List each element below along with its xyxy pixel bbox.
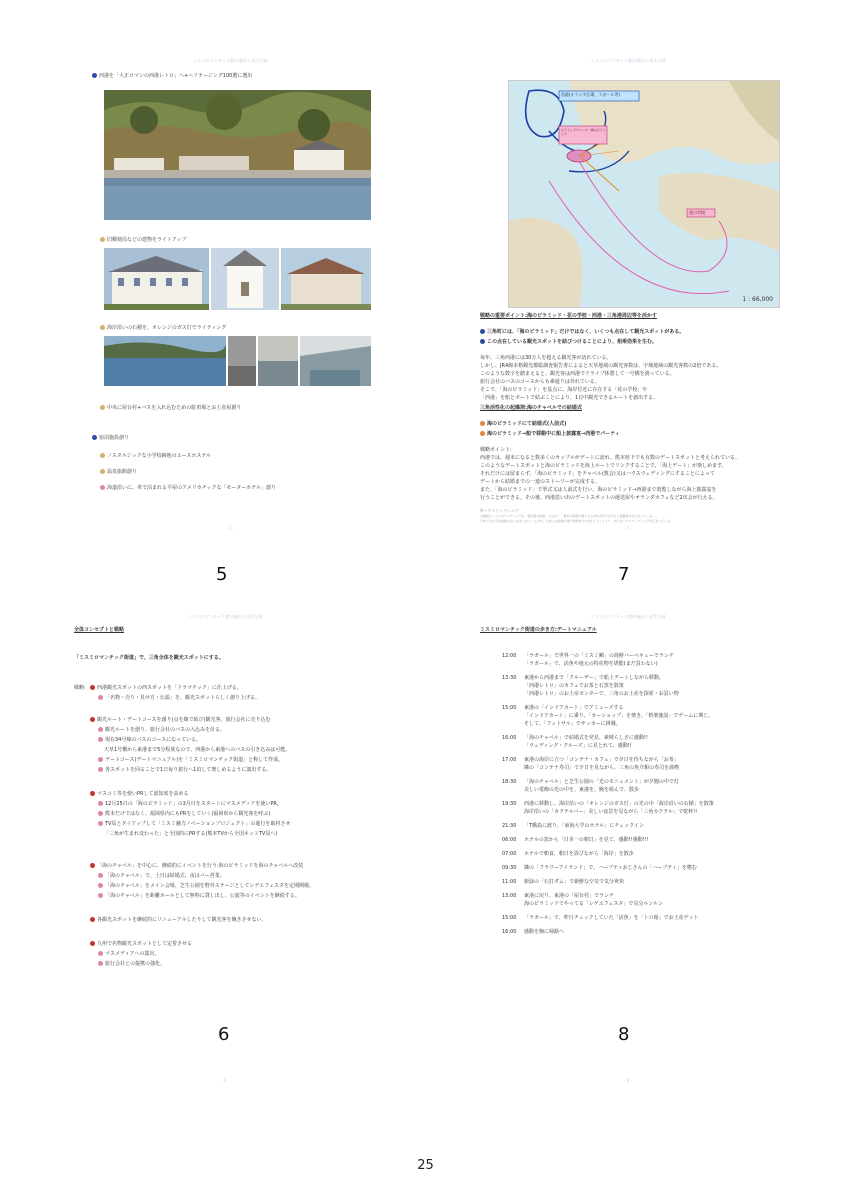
bullet-icon [100,325,105,330]
point: 海のピラミッドにて結婚式(人前式) [480,420,566,428]
page-footer: - 7 - [624,526,632,531]
bullet-icon [98,801,103,806]
bullet-icon [100,405,105,410]
schedule-time: 16:00 [502,929,517,935]
bullet-icon [98,695,103,700]
point: 三角町には、「海のピラミッド」だけではなく、いくつも点在して観光スポットがある。 [480,328,684,336]
note: ※ハウスウェディング 全国婚カップルのウェディングは「着宅婚式結婚」ではなく、数年の時期で優々上の1年は手計で行なう金額改式を行なっている。 日本では大手な結婚式ないがあふれているため、日本には結婚式場で数時をも1式をとることより、市ではハウスウェディングが広がっている。 [480,508,674,523]
section-title: 戦略の重要ポイント:海のピラミッド・花の学校・西港・三角港周辺等を活かす [480,313,657,319]
strategy-4: 「海のチャペル」を中心に、継続的にイベントを行う:海のピラミッドを海のチャペルへ改装 [90,862,303,870]
sub-item: 海岸沿いの石積を、オレンジのガス灯でライティング [100,324,226,332]
schedule-time: 16:00 [502,735,517,741]
sub-item: ノスタルジックな小学校跡地のユースホステル [100,452,211,460]
sub-item: 「海のチャペル」を距離ホールとして無料に貸し出し、公演等のイベントを継続する。 [98,892,300,900]
section-title: 三角活性化の起爆剤:海のチャペルでの結婚式 [480,405,582,411]
pin-icon [480,329,485,334]
sub-item: 旧郵便局などの建物をライトアップ [100,236,186,244]
number-icon [90,717,95,722]
bullet-icon [100,237,105,242]
sub-item-text: 天草1号橋から東港まで5分程度なので、西港から東港へのバスの引き込みは可能。 [104,747,291,753]
bullet-icon [98,951,103,956]
schedule-line: 「海のチャペル」と芝生公園の「光のモニュメント」が夕闇の中で灯 [524,779,679,785]
sub-item: 現在34号線のバスのコースになっている。 [98,736,201,744]
building-photo-1 [104,248,209,310]
page-label: 6 [218,1024,230,1045]
number-icon [92,73,97,78]
concept: 「ミスミロマンチック街道」で、三角全体を観光スポットにする。 [74,655,224,661]
schedule-line: 東港の海岸に立つ「コンテナ・カフェ」で夕日を待ちながら「お茶」 [524,757,679,763]
body-text: 戦略ポイント: 西港では、週末になると数多くのカップルがデートに訪れ、熊本県下でも有数のデートスポットと考えられている。 このようなデートスポットと海のピラミッドを海上ルートでリンクすることで、「海上デート」が楽しめます。 それだけには留まらず、「海のピラミッド」をチャペル(教会)又はハウスウェディングにすることによって デートから結婚までの一連のストーリーが完成する。 また、「海のピラミッド」で挙式又は人前式を行い、海のピラミッド→西港まで遊覧しながら海上披露宴を 行うことができる。その後、西港思い出のデートスポットの運送屋やオランダカフェなど2次会が行える。 [480,447,741,501]
pin-icon [480,339,485,344]
schedule-line: 「ラガール」で、活魚や地元の特産物を堪能(まだ買わない) [524,661,658,667]
schedule-line: 「インドアカート」に乗り、「カーショップ」を楽き、「娯楽施設」でゲームに興じ、 [524,713,714,719]
map-label-flower-school: 花の学校 [689,210,705,215]
schedule-line: 「海のチャペル」で結婚式を発見、素晴らしさに感動!! [524,735,648,741]
page-footer: - 8 - [624,1078,632,1083]
number-icon [90,941,95,946]
bullet-icon [98,873,103,878]
sub-item: 「海のチャペル」をメイン会場、芝生公園を野外ステージとしてレゲエフェスタを定期開催。 [98,882,314,890]
bullet-icon [98,883,103,888]
item-2: 宿泊施設創り [92,434,129,442]
bullet-icon [100,469,105,474]
number-icon [90,685,95,690]
schedule-time: 09:30 [502,865,517,871]
sub-item: 12月25日の「海のピラミッド」の3月日をスタートにマスメディアを使いPR。 [98,800,282,808]
page-5 [80,48,380,585]
number-icon [92,435,97,440]
schedule-time: 15:00 [502,915,517,921]
schedule-time: 13:00 [502,893,517,899]
strategy-3: マスコミ等を使いPRして認知度を高める [90,790,189,798]
page-6 [70,608,380,1083]
schedule-line: 海岸沿いの「カクテルバー」美しい夜景を見ながら「三角カクテル」で乾杯!! [524,809,698,815]
schedule-time: 19:30 [502,801,517,807]
bullet-icon [98,961,103,966]
building-photo-3 [281,248,371,310]
number-icon [90,791,95,796]
sub-item: 海道沿いに、車で泊まれる平屋のアメリカチックな「モーターホテル」創り [100,484,276,492]
bullet-icon [100,453,105,458]
schedule-time: 21:30 [502,823,517,829]
map-label-west-port: 西港(オランダ広場、ラガール等) [561,92,620,97]
area-map [508,80,780,308]
building-photo-2 [211,248,279,310]
bullet-icon [100,485,105,490]
number-icon [90,917,95,922]
sub-item: 「名物・売り・見せ方・伝説」を、観光スポットらしく創り上げる。 [98,694,260,702]
schedule-line: 「西港レトロ」のお土産センターで、三角のお土産を探索・お買い物 [524,691,679,697]
seawall-photo-3 [258,336,298,386]
sub-item: 中央に屋台村+バスを入れ込むための駐車場とお土産屋創り [100,404,241,412]
schedule-time: 13:30 [502,675,517,681]
page-number: 25 [417,1158,434,1173]
sub-item: 観光ルートを創り、旅行会社のバスの入込みを計る。 [98,726,225,734]
sub-item: 熊本だけではなく、福岡県内にもPRをしていく(福岡県から観光客を呼ぶ) [98,810,270,818]
map-scale: 1 : 66,000 [742,296,773,303]
sub-item: デートコース(デートマニュアル)を「ミスミロマンチック街道」と称して作成。 [98,756,283,764]
page-footer: - 6 - [221,1078,229,1083]
section-title: ミスミロマンチック街道の歩き方:デートマニュアル [480,627,597,633]
map-label-pyramid: ピラミッドアリーナ・海のピラミッド [561,128,606,136]
strategy-1: 西港観光スポットの西スポットを「ドラマチック」に仕上げる。 [90,684,242,692]
heart-icon [480,431,485,436]
page-footer: - 5 - [226,526,234,531]
strategy-5: 各観光スポットを継続的にリニューアルしたりして観光客を飽きさせない。 [90,916,266,924]
body-text: 毎年、三角西港には30万人を超える観光客が訪れている。 しかし、JR4線本格観光都総調査報告書によると天草地域の観光客数は、宇城地域の観光客数の2倍である。 このような数字を踏まえると、観光客は西港でドライブ休憩して一号橋を渡っている。 旅行会社のバスのコースからも素通りは外れている。 そこで、「海のピラミッド」を基点に、海岸付近に存在する「花の学校」や 「西港」を船とボートで結ぶことにより、1日中観光できるルートを創出する。 [480,355,722,401]
schedule-line: 海のピラミッドでやってる「レゲエフェスタ」で気分ルンルン [524,901,663,907]
seawall-photo-1 [104,336,226,386]
schedule-time: 07:00 [502,851,517,857]
point: この点在している観光スポットを結びつけることにより、相乗効果を生む。 [480,338,657,346]
schedule-line: 美しい電飾の光の中を、東港を、腕を組んで、散歩 [524,787,639,793]
page-label: 5 [216,564,228,585]
schedule-line: 感動を胸に帰路へ [524,929,565,935]
schedule-line: 東港から西港まで「クルーザー」で船上デートしながら移動。 [524,675,664,681]
schedule-line: 「ウェディング・クルーズ」に見とれて、感動!! [524,743,632,749]
bullet-icon [98,893,103,898]
bullet-icon [98,757,103,762]
bullet-icon [98,811,103,816]
sub-item: 温泉旅館創り [100,468,137,476]
page-label: 8 [618,1024,630,1045]
schedule-line: 隣の「フラワーアイランド」で、ハーブティおじさんの「ハーブティ」を嗜む [524,865,697,871]
page-header: ミスミ(ロマンチック港)の賑わい再生計画 [192,58,268,63]
strategy-label: 戦略: [74,685,86,691]
page-header: ミスミ(ロマンチック港)の賑わい再生計画 [590,58,666,63]
page-header: ミスミ(ロマンチック港)の賑わい再生計画 [590,614,666,619]
sub-item-text: 「三角が生まれ変わった」と全国的にPRする(熊本TVから全国ネットTV局へ) [104,831,278,837]
bullet-icon [98,737,103,742]
schedule-line: 「ラガール」で世界一の「ミスミ鯛」の海鮮バーベキューでランチ [524,653,674,659]
schedule-time: 17:00 [502,757,517,763]
bullet-icon [98,821,103,826]
item-1: 西港を「大正ロマンの西港レトロ」へ+ヘリテージング100選に選出 [92,72,252,80]
schedule-time: 12:00 [502,653,517,659]
sub-item: 各スポットを回ることで1日毎り旅行へ1泊して楽しめるように演出する。 [98,766,271,774]
schedule-time: 15:00 [502,705,517,711]
schedule-line: 東港の「インドアカート」でアミューズする [524,705,624,711]
schedule-time: 18:30 [502,779,517,785]
schedule-time: 11:00 [502,879,517,885]
schedule-line: そして、「フットサル」でサッカーに挑戦。 [524,721,621,727]
page-label: 7 [618,564,630,585]
sub-item: 旅行会社との提携の強化。 [98,960,165,968]
page-8 [478,608,778,1083]
point: 海のピラミッド→船で移動中に船上披露宴→西港でパーティ [480,430,620,438]
schedule-line: ホテルで朝食、朝日を浴びながら「海岸」を散歩 [524,851,634,857]
schedule-line: 「T橋島に渡り、「東海大学のホテル」にチェックイン [524,823,644,829]
schedule-line: 新緑の「石打ダム」で新鮮な空気で気分爽快 [524,879,625,885]
number-icon [90,863,95,868]
seawall-photo-4 [300,336,371,386]
strategy-6: 九州で名物観光スポットとして定着させる [90,940,192,948]
schedule-line: 隣の「コンテナ寿司」で夕日を見ながら、三角の魚介類の寿司を満喫 [524,765,680,771]
section-title: 全体コンセプトと戦略 [74,627,125,633]
sub-item: マスメディアへの露出。 [98,950,160,958]
sub-item: TV局とタイアップして「ミスミ魅力ノベーションプロジェクト」の進行を取材させ [98,820,290,828]
bullet-icon [98,767,103,772]
page-header: ミスミ(ロマンチック港)の賑わい再生計画 [187,614,263,619]
schedule-line: 西港に移動し、海岸沿いの「オレンジのガス灯」の光の中「海岸沿いの石積」を散策 [524,801,714,807]
schedule-line: 東港に戻り、東港の「屋台村」でランチ [524,893,615,899]
schedule-time: 06:00 [502,837,517,843]
sub-item: 「海のチャペル」で、土日は結婚式、夜はバー営業。 [98,872,225,880]
page-7 [478,48,778,585]
strategy-2: 観光ルート・デートコースを創り(点を線で結び)観光客、旅行会社に売り込む [90,716,270,724]
schedule-line: 「西港レトロ」のカフェでお茶と石窯を散策 [524,683,624,689]
heart-icon [480,421,485,426]
seawall-photo-2 [228,336,256,386]
bullet-icon [98,727,103,732]
harbor-town-photo [104,90,371,220]
schedule-line: 「ラガール」で、昨日チェックしていた「活魚」を「トロ箱」でお土産ゲット [524,915,699,921]
schedule-line: ホテルの窓から「日本一の朝日」を見て、感動!!感動!!! [524,837,649,843]
